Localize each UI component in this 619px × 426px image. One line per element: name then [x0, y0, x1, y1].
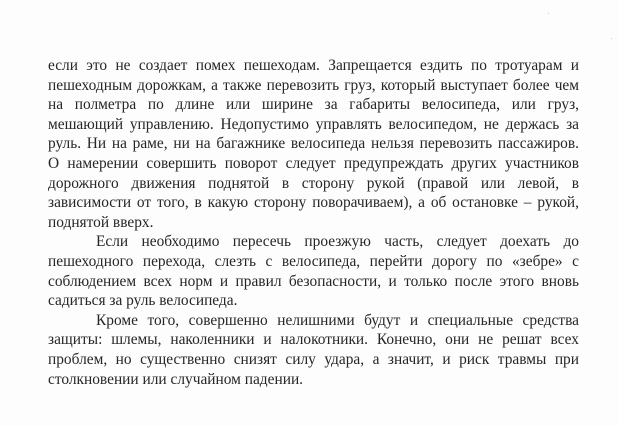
text-line: пешеходным дорожкам, а также перевозить груз, который выступает более чем	[48, 76, 579, 94]
text-line: пешеходного перехода, слезть с велосипеда, перейти дорогу по «зебре» с	[48, 252, 579, 270]
text-line: соблюдением всех норм и правил безопасности, и только после этого вновь	[48, 272, 579, 290]
text-line: столкновении или случайном падении.	[48, 370, 304, 388]
text-line: Если необходимо пересечь проезжую часть, следует доехать до	[96, 233, 579, 251]
text-line: садиться за руль велосипеда.	[48, 292, 238, 310]
paragraph-2	[48, 232, 579, 310]
document-body	[48, 56, 579, 389]
text-line: мешающий управлению. Недопустимо управлять велосипедом, не держась за	[48, 115, 579, 133]
text-line: проблем, но существенно снизят силу удара, а значит, и риск травмы при	[48, 350, 579, 368]
text-line: защиты: шлемы, наколенники и налокотники. Конечно, они не решат всех	[48, 331, 579, 349]
text-line: дорожного движения поднятой в сторону рукой (правой или левой, в	[48, 174, 579, 192]
text-line: если это не создает помех пешеходам. Запрещается ездить по тротуарам и	[48, 57, 579, 74]
scan-speck	[548, 13, 549, 14]
text-line: О намерении совершить поворот следует предупреждать других участников	[48, 154, 579, 172]
text-line: зависимости от того, в какую сторону поворачиваем), а об остановке – рукой,	[48, 194, 579, 212]
text-line: Кроме того, совершенно нелишними будут и специальные средства	[96, 311, 579, 329]
scan-speck	[611, 38, 612, 39]
paragraph-3	[48, 311, 579, 389]
text-line: поднятой вверх.	[48, 213, 154, 231]
paragraph-1	[48, 56, 579, 232]
text-line: руль. Ни на раме, ни на багажнике велосипеда нельзя перевозить пассажиров.	[48, 135, 579, 153]
text-line: на полметра по длине или ширине за габариты велосипеда, или груз,	[48, 96, 579, 114]
